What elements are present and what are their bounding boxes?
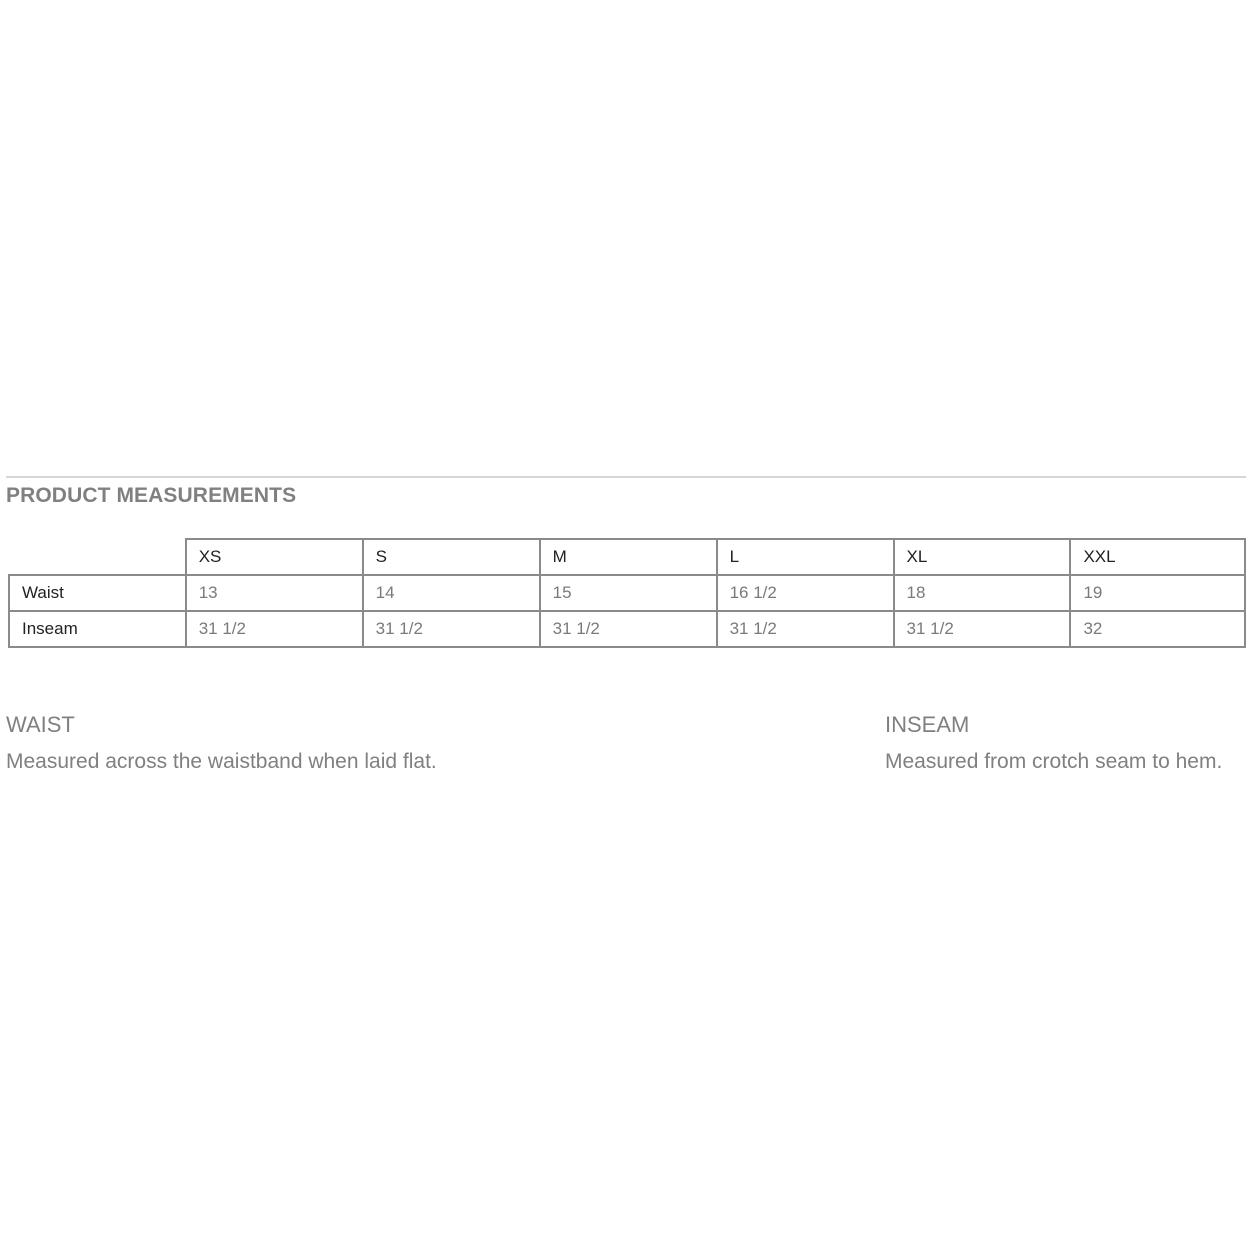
column-header-xxl: XXL (1070, 539, 1245, 575)
inseam-xs-cell: 31 1/2 (186, 611, 363, 647)
column-header-s: S (363, 539, 540, 575)
table-row-inseam (9, 611, 1245, 647)
waist-description-text: Measured across the waistband when laid flat. (6, 750, 437, 773)
table-row-waist (9, 575, 1245, 611)
inseam-description (885, 712, 1222, 774)
waist-xxl-cell: 19 (1070, 575, 1245, 611)
product-measurements-section (6, 476, 1246, 773)
column-header-xs: XS (186, 539, 363, 575)
row-header-inseam: Inseam (9, 611, 186, 647)
inseam-description-title: INSEAM (885, 712, 970, 737)
inseam-m-cell: 31 1/2 (540, 611, 717, 647)
inseam-xxl-cell: 32 (1070, 611, 1245, 647)
inseam-s-cell: 31 1/2 (363, 611, 540, 647)
waist-description (6, 712, 437, 774)
row-header-waist: Waist (9, 575, 186, 611)
waist-xs-cell: 13 (186, 575, 363, 611)
table-header-row (9, 539, 1245, 575)
waist-description-title: WAIST (6, 712, 75, 737)
size-table (8, 538, 1246, 648)
column-header-m: M (540, 539, 717, 575)
waist-m-cell: 15 (540, 575, 717, 611)
size-table-wrapper (8, 538, 1246, 648)
column-header-l: L (717, 539, 894, 575)
inseam-l-cell: 31 1/2 (717, 611, 894, 647)
waist-l-cell: 16 1/2 (717, 575, 894, 611)
waist-s-cell: 14 (363, 575, 540, 611)
column-header-xl: XL (894, 539, 1071, 575)
section-title: PRODUCT MEASUREMENTS (6, 484, 297, 507)
inseam-description-text: Measured from crotch seam to hem. (885, 750, 1223, 773)
section-divider (6, 476, 1246, 478)
inseam-xl-cell: 31 1/2 (894, 611, 1071, 647)
waist-xl-cell: 18 (894, 575, 1071, 611)
table-corner-cell (9, 539, 186, 575)
